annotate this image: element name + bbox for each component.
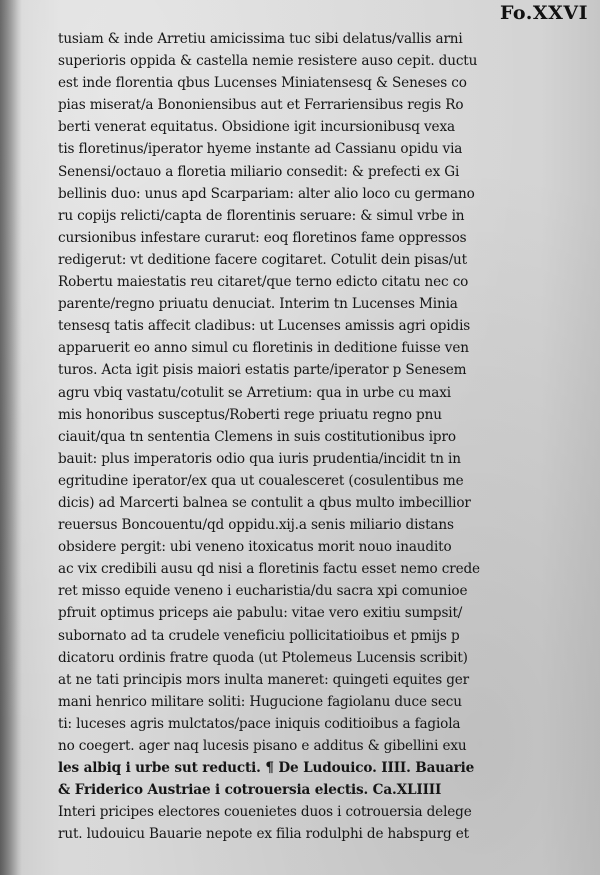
chapter-heading-line: & Friderico Austriae i cotrouersia electis. Ca.XLIIII: [58, 782, 442, 799]
text-line: mani henrico militare soliti: Hugucione fagiolanu duce secu: [58, 693, 462, 710]
text-line: ret misso equide veneno i eucharistia/du sacra xpi comunioe: [58, 583, 468, 600]
text-line: subornato ad ta crudele veneficiu pollicitatioibus et pmijs p: [58, 627, 460, 644]
text-line: dicatoru ordinis fratre quoda (ut Ptolemeus Lucensis scribit): [58, 649, 468, 666]
text-line: at ne tati principis mors inulta maneret: quingeti equites ger: [58, 671, 470, 688]
text-line: ac vix credibili ausu qd nisi a floretinis factu esset nemo crede: [58, 561, 480, 578]
text-line: Senensi/octauo a floretia miliario consedit: & prefecti ex Gi: [58, 163, 460, 180]
text-line: pfruit optimus priceps aie pabulu: vitae vero exitiu sumpsit/: [58, 605, 463, 622]
text-line: tensesq tatis affecit cladibus: ut Lucenses amissis agri opidis: [58, 318, 471, 335]
text-line: Robertu maiestatis reu citaret/que terno edicto citatu nec co: [58, 274, 469, 291]
binding-gutter-shadow: [0, 0, 22, 875]
text-line: parente/regno priuatu denuciat. Interim tn Lucenses Minia: [58, 296, 458, 313]
text-line: redigerut: vt deditione facere cogitaret. Cotulit dein pisas/ut: [58, 251, 467, 268]
text-line: berti venerat equitatus. Obsidione igit incursionibusq vexa: [58, 119, 455, 136]
text-line: bauit: plus imperatoris odio qua iuris prudentia/incidit tn in: [58, 450, 461, 467]
text-line: tusiam & inde Arretiu amicissima tuc sibi delatus/vallis arni: [58, 31, 463, 47]
text-line: ciauit/qua tn sententia Clemens in suis costitutionibus ipro: [58, 428, 456, 445]
text-line: rut. ludouicu Bauarie nepote ex filia rodulphi de habspurg et: [58, 826, 469, 843]
text-block: [58, 28, 528, 845]
text-line: Interi pricipes electores couenietes duos i cotrouersia delege: [58, 804, 472, 821]
chapter-heading-line: les albiq i urbe sut reducti. ¶ De Ludouico. IIII. Bauarie: [58, 760, 475, 777]
text-line: ru copijs relicti/capta de florentinis seruare: & simul vrbe in: [58, 207, 465, 224]
text-line: superioris oppida & castella nemie resistere auso cepit. ductu: [58, 53, 478, 70]
text-line: agru vbiq vastatu/cotulit se Arretium: qua in urbe cu maxi: [58, 384, 451, 401]
text-line: cursionibus infestare curarut: eoq floretinos fame oppressos: [58, 229, 467, 246]
text-line: turos. Acta igit pisis maiori estatis parte/iperator p Senesem: [58, 362, 467, 379]
text-line: pias miserat/a Bononiensibus aut et Ferrariensibus regis Ro: [58, 97, 464, 114]
text-line: egritudine iperator/ex qua ut coualesceret (cosulentibus me: [58, 472, 464, 489]
text-line: est inde florentia qbus Lucenses Miniatensesq & Seneses co: [58, 75, 467, 92]
text-line: no coegert. ager naq lucesis pisano e additus & gibellini exu: [58, 738, 467, 754]
text-line: apparuerit eo anno simul cu floretinis in deditione fuisse ven: [58, 340, 469, 357]
text-line: mis honoribus susceptus/Roberti rege priuatu regno pnu: [58, 406, 442, 423]
text-line: ti: luceses agris mulctatos/pace iniquis coditioibus a fagiola: [58, 715, 461, 732]
text-line: reuersus Boncouentu/qd oppidu.xij.a senis miliario distans: [58, 517, 454, 534]
text-line: tis floretinus/iperator hyeme instante ad Cassianu opidu via: [58, 141, 463, 158]
text-line: bellinis duo: unus apd Scarpariam: alter alio loco cu germano: [58, 185, 475, 202]
folio-number: Fo.XXVI: [499, 2, 588, 24]
text-line: obsidere pergit: ubi veneno itoxicatus morit nouo inaudito: [58, 539, 452, 556]
text-line: dicis) ad Marcerti balnea se contulit a qbus multo imbecillior: [58, 494, 471, 511]
